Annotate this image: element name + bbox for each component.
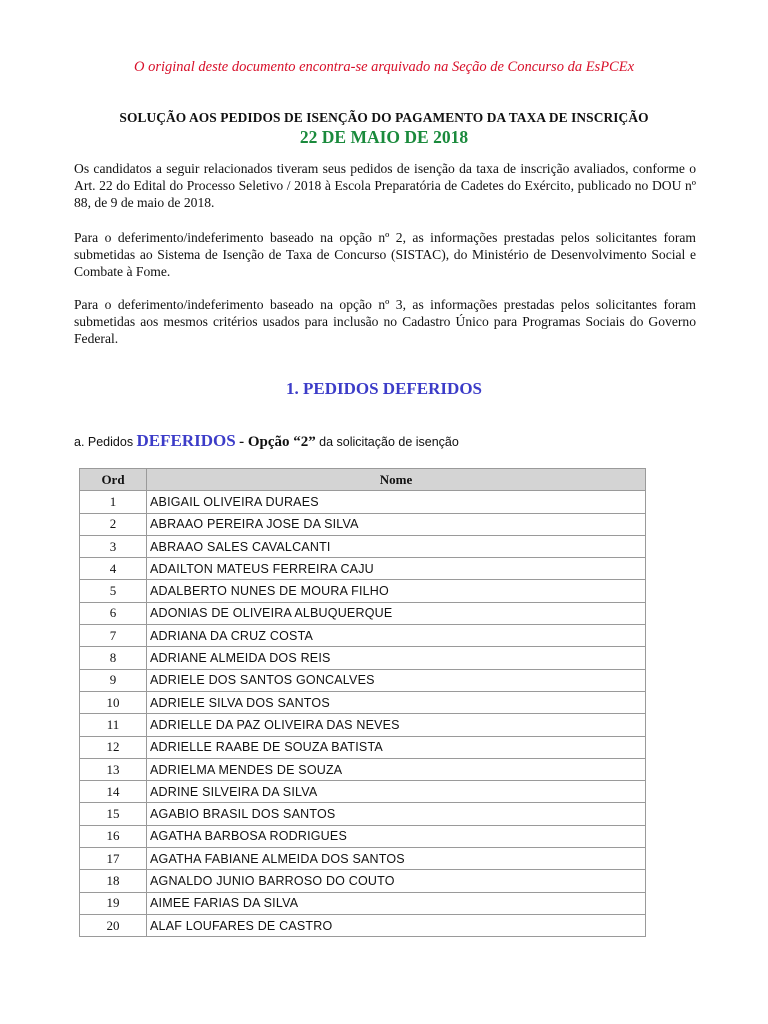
column-header-name: Nome (147, 469, 646, 491)
table-row (80, 892, 646, 914)
row-ord: 9 (80, 669, 147, 691)
column-header-ord: Ord (80, 469, 147, 491)
table-row (80, 714, 646, 736)
row-ord: 19 (80, 892, 147, 914)
row-name: ADRIELLE DA PAZ OLIVEIRA DAS NEVES (147, 714, 646, 736)
row-name: AIMEE FARIAS DA SILVA (147, 892, 646, 914)
table-row (80, 848, 646, 870)
row-name: ADONIAS DE OLIVEIRA ALBUQUERQUE (147, 602, 646, 624)
row-name: ADRINE SILVEIRA DA SILVA (147, 781, 646, 803)
table-row (80, 535, 646, 557)
row-name: ADRIANA DA CRUZ COSTA (147, 625, 646, 647)
table-row (80, 781, 646, 803)
row-name: ADALBERTO NUNES DE MOURA FILHO (147, 580, 646, 602)
table-row (80, 691, 646, 713)
row-ord: 4 (80, 558, 147, 580)
row-ord: 17 (80, 848, 147, 870)
table-row (80, 870, 646, 892)
table-row (80, 669, 646, 691)
row-ord: 6 (80, 602, 147, 624)
table-row (80, 647, 646, 669)
row-ord: 3 (80, 535, 147, 557)
document-title: SOLUÇÃO AOS PEDIDOS DE ISENÇÃO DO PAGAMENTO DA TAXA DE INSCRIÇÃO (119, 110, 649, 125)
row-ord: 11 (80, 714, 147, 736)
row-ord: 14 (80, 781, 147, 803)
subhead-suffix: da solicitação de isenção (319, 435, 459, 449)
subhead-status: DEFERIDOS (136, 431, 236, 450)
subsection-heading (74, 431, 459, 451)
row-name: ADRIELMA MENDES DE SOUZA (147, 758, 646, 780)
row-name: ABRAAO SALES CAVALCANTI (147, 535, 646, 557)
row-name: ADRIELE SILVA DOS SANTOS (147, 691, 646, 713)
row-name: ABRAAO PEREIRA JOSE DA SILVA (147, 513, 646, 535)
deferred-requests-table (79, 468, 646, 937)
row-name: ADRIANE ALMEIDA DOS REIS (147, 647, 646, 669)
table-row (80, 602, 646, 624)
table-header-row (80, 469, 646, 491)
row-ord: 1 (80, 491, 147, 513)
archive-notice: O original deste documento encontra-se arquivado na Seção de Concurso da EsPCEx (133, 59, 635, 75)
subhead-option: - Opção “2” (239, 434, 316, 450)
document-date: 22 DE MAIO DE 2018 (299, 127, 469, 147)
row-name: ABIGAIL OLIVEIRA DURAES (147, 491, 646, 513)
option-2-paragraph: Para o deferimento/indeferimento baseado na opção nº 2, as informações prestadas pelos solicitantes foram submetidas ao Sistema de Isenção de Taxa de Concurso (SISTAC), do Ministério de Desenvolvimento Social e Combate à Fome. (74, 230, 696, 279)
table-row (80, 558, 646, 580)
row-ord: 12 (80, 736, 147, 758)
table-row (80, 580, 646, 602)
row-ord: 20 (80, 914, 147, 936)
table-row (80, 625, 646, 647)
table-row (80, 758, 646, 780)
row-name: ADAILTON MATEUS FERREIRA CAJU (147, 558, 646, 580)
table-row (80, 825, 646, 847)
row-ord: 13 (80, 758, 147, 780)
row-ord: 15 (80, 803, 147, 825)
table-row (80, 803, 646, 825)
table-row (80, 914, 646, 936)
row-name: AGATHA BARBOSA RODRIGUES (147, 825, 646, 847)
row-name: ALAF LOUFARES DE CASTRO (147, 914, 646, 936)
row-ord: 16 (80, 825, 147, 847)
row-name: AGNALDO JUNIO BARROSO DO COUTO (147, 870, 646, 892)
row-ord: 7 (80, 625, 147, 647)
row-ord: 10 (80, 691, 147, 713)
row-name: ADRIELLE RAABE DE SOUZA BATISTA (147, 736, 646, 758)
table-row (80, 736, 646, 758)
section-title: 1. PEDIDOS DEFERIDOS (285, 379, 482, 398)
intro-paragraph: Os candidatos a seguir relacionados tiveram seus pedidos de isenção da taxa de inscrição avaliados, conforme o Art. 22 do Edital do Processo Seletivo / 2018 à Escola Preparatória de Cadetes do Exército, publicado no DOU nº 88, de 9 de maio de 2018. (74, 161, 696, 210)
option-3-paragraph: Para o deferimento/indeferimento baseado na opção nº 3, as informações prestadas pelos solicitantes foram submetidas aos mesmos critérios usados para inclusão no Cadastro Único para Programas Sociais do Governo Federal. (74, 297, 696, 346)
row-name: ADRIELE DOS SANTOS GONCALVES (147, 669, 646, 691)
table-row (80, 513, 646, 535)
subhead-prefix: a. Pedidos (74, 435, 134, 449)
table-row (80, 491, 646, 513)
row-name: AGABIO BRASIL DOS SANTOS (147, 803, 646, 825)
row-ord: 8 (80, 647, 147, 669)
row-ord: 5 (80, 580, 147, 602)
row-ord: 18 (80, 870, 147, 892)
row-ord: 2 (80, 513, 147, 535)
row-name: AGATHA FABIANE ALMEIDA DOS SANTOS (147, 848, 646, 870)
